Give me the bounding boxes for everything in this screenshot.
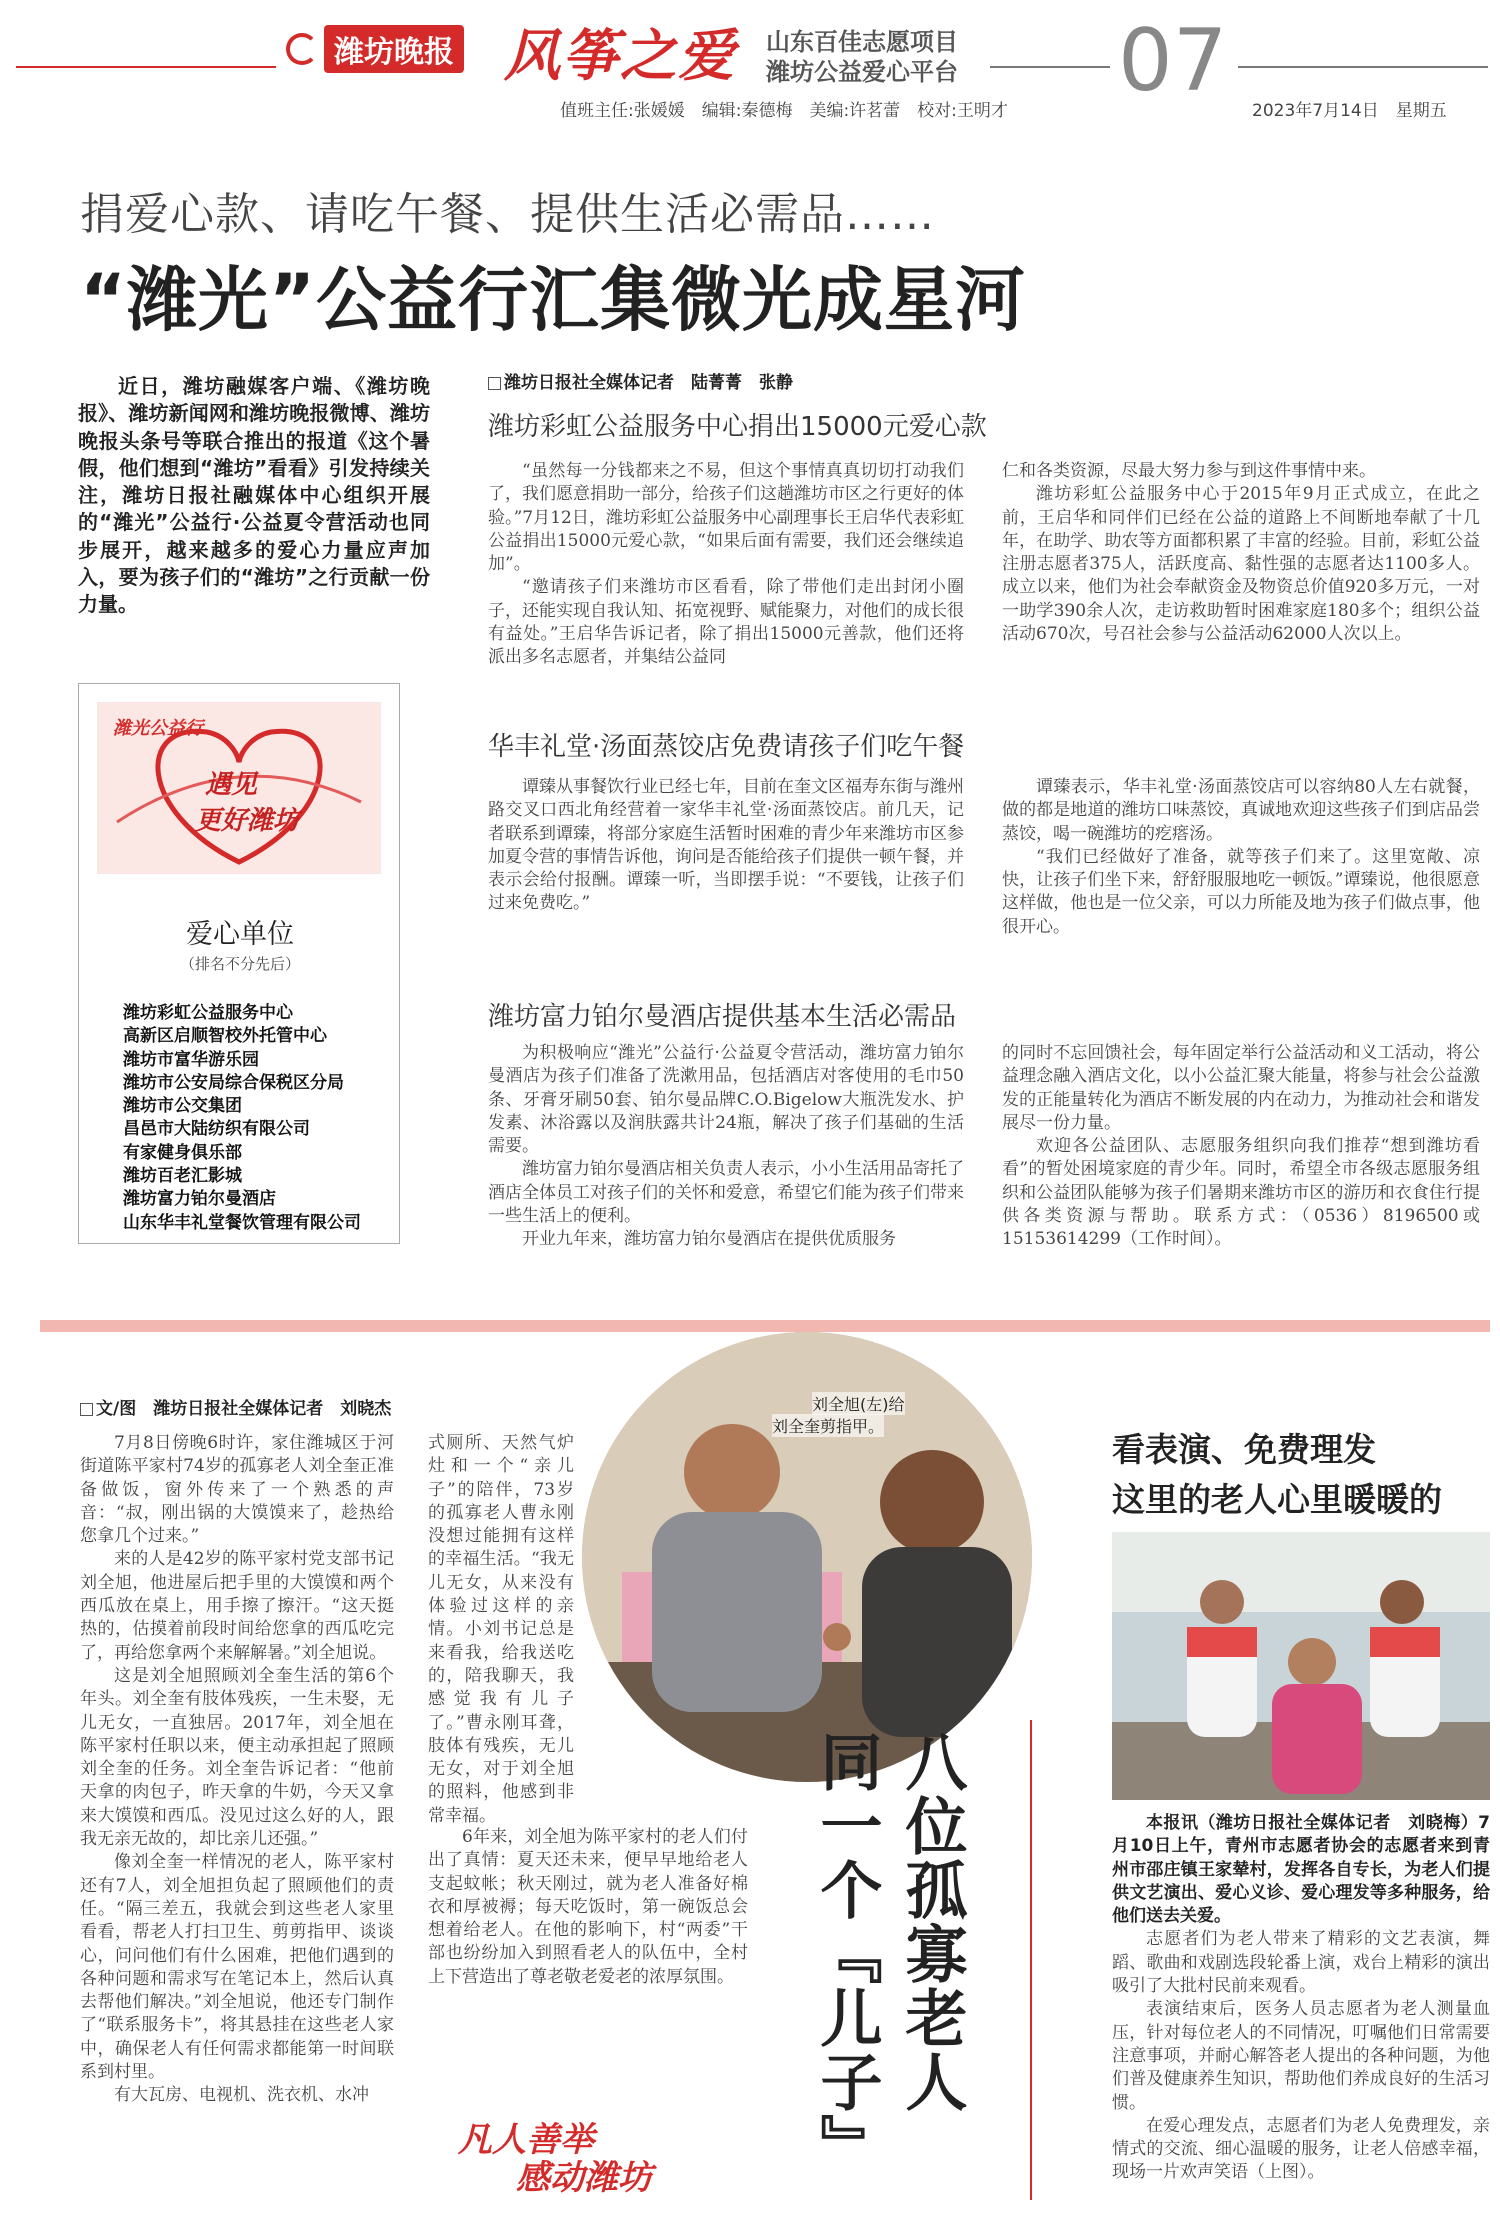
paragraph: 仁和各类资源，尽最大努力参与到这件事情中来。 (1002, 461, 1376, 481)
section1-col1 (488, 460, 964, 670)
section2-subhead: 华丰礼堂·汤面蒸饺店免费请孩子们吃午餐 (488, 732, 965, 762)
paper-logo (286, 26, 496, 72)
story3-headline-1: 看表演、免费理发 (1112, 1430, 1376, 1469)
paragraph: 潍坊富力铂尔曼酒店相关负责人表示，小小生活用品寄托了酒店全体员工对孩子们的关怀和爱意，希望它们能为孩子们带来一些生活上的便利。 (488, 1159, 964, 1227)
paragraph: 欢迎各公益团队、志愿服务组织向我们推荐“想到潍坊看看”的暂处困境家庭的青少年。同时，希望全市各级志愿服务组织和公益团队能够为孩子们暑期来潍坊市区的游历和衣食住行提供各类资源与帮助。联系方式：（0536）8196500或15153614299（工作时间）。 (1002, 1136, 1480, 1250)
kind-deeds-logo (458, 2112, 758, 2198)
story2-col1 (80, 1432, 394, 2108)
paragraph: 为积极响应“潍光”公益行·公益夏令营活动，潍坊富力铂尔曼酒店为孩子们准备了洗漱用品，包括酒店对客使用的毛巾50条、牙膏牙刷50套、铂尔曼品牌C.O.Bigelow大瓶洗发水、护发素、沐浴露以及润肤露共计24瓶，解决了孩子们基础的生活需要。 (488, 1043, 964, 1157)
paragraph: 这是刘全旭照顾刘全奎生活的第6个年头。刘全奎有肢体残疾，一生未娶，无儿无女，一直独居。2017年，刘全旭在陈平家村任职以来，便主动承担起了照顾刘全奎的任务。刘全奎告诉记者：“他前天拿的肉包子，昨天拿的牛奶，今天又拿来大馍馍和西瓜。没见过这么好的人，跟我无亲无故的，却比亲儿还强。” (80, 1665, 394, 1850)
section-divider (40, 1320, 1490, 1332)
unit-item: 潍坊富力铂尔曼酒店 (123, 1189, 276, 1210)
byline-square-icon (488, 377, 501, 390)
banner-line-2: 更好潍坊 (195, 806, 300, 836)
unit-item: 昌邑市大陆纺织有限公司 (123, 1119, 310, 1140)
story3-headline-2: 这里的老人心里暖暖的 (1112, 1480, 1442, 1519)
sidebar-box (78, 683, 400, 1244)
logo-line-2: 感动潍坊 (516, 2158, 652, 2198)
section2-col1 (488, 776, 964, 916)
unit-item: 潍坊彩虹公益服务中心 (123, 1003, 293, 1023)
project-line-2: 潍坊公益爱心平台 (766, 58, 958, 86)
paragraph: 7月8日傍晚6时许，家住潍城区于河街道陈平家村74岁的孤寡老人刘全奎正准备做饭，窗外传来了一个熟悉的声音：“叔，刚出锅的大馍馍来了，趁热给您拿几个过来。” (80, 1433, 394, 1547)
unit-item: 高新区启顺智校外托管中心 (123, 1026, 327, 1047)
column-title: 风筝之爱 (504, 23, 736, 89)
story2-byline-text: 文/图 潍坊日报社全媒体记者 刘晓杰 (96, 1399, 392, 1419)
unit-item: 潍坊市公安局综合保税区分局 (123, 1072, 344, 1093)
sidebar-note: （排名不分先后） (179, 955, 300, 973)
story2-headline-left: 同一个『儿子』 (810, 1730, 883, 2178)
sidebar-title: 爱心单位 (186, 919, 294, 950)
masthead (0, 0, 1500, 125)
paragraph: 潍坊彩虹公益服务中心于2015年9月正式成立，在此之前，王启华和同伴们已经在公益的道路上不间断地奉献了十几年，在助学、助农等方面都积累了丰富的经验。目前，彩虹公益注册志愿者375人，活跃度高、黏性强的志愿者达1100多人。成立以来，他们为社会奉献资金及物资总价值920多万元，一对一助学390余人次，走访救助暂时困难家庭180多个；组织公益活动670次，号召社会参与公益活动62000人次以上。 (1002, 484, 1480, 645)
banner-line-1: 遇见 (205, 770, 258, 800)
paper-logo-icon (286, 33, 318, 65)
section1-subhead: 潍坊彩虹公益服务中心捐出15000元爱心款 (488, 412, 987, 442)
editors-line: 值班主任:张媛媛 编辑:秦德梅 美编:许茗蕾 校对:王明才 (560, 101, 1008, 121)
story3-photo (1112, 1532, 1490, 1800)
paragraph: 6年来，刘全旭为陈平家村的老人们付出了真情：夏天还未来，便早早地给老人支起蚊帐；秋天刚过，就为老人准备好棉衣和厚被褥；每天吃饭时，第一碗饭总会想着给老人。在他的影响下，村“两委”干部也纷纷加入到照看老人的队伍中，全村上下营造出了尊老敬老爱老的浓厚氛围。 (428, 1827, 748, 1987)
story2-col2-top (428, 1432, 574, 1828)
project-line-1: 山东百佳志愿项目 (766, 28, 958, 56)
paragraph: 有大瓦房、电视机、洗衣机、水冲 (114, 2085, 369, 2106)
issue-date: 2023年7月14日 星期五 (1252, 101, 1447, 121)
unit-item: 山东华丰礼堂餐饮管理有限公司 (123, 1212, 361, 1233)
headline: “潍光”公益行汇集微光成星河 (80, 259, 1027, 341)
sidebar-banner (97, 702, 381, 874)
story3-lead-paragraph: 本报讯（潍坊日报社全媒体记者 刘晓梅）7月10日上午，青州市志愿者协会的志愿者来到青州市邵庄镇王家辇村，发挥各自专长，为老人们提供文艺演出、爱心义诊、爱心理发等多种服务，给他们送去关爱。 (1112, 1813, 1490, 1927)
byline-square-icon (80, 1403, 93, 1416)
story2-headline-right: 八位孤寡老人 (895, 1730, 968, 2114)
story3-text (1112, 1812, 1490, 2185)
paragraph: 开业九年来，潍坊富力铂尔曼酒店在提供优质服务 (522, 1229, 896, 1250)
lead-intro: 近日，潍坊融媒客户端、《潍坊晚报》、潍坊新闻网和潍坊晚报微博、潍坊晚报头条号等联合推出的报道《这个暑假，他们想到“潍坊”看看》引发持续关注，潍坊日报社融媒体中心组织开展的“潍光”公益行·公益夏令营活动也同步展开，越来越多的爱心力量应声加入，要为孩子们的“潍坊”之行贡献一份力量。 (78, 374, 430, 617)
paragraph: 志愿者们为老人带来了精彩的文艺表演，舞蹈、歌曲和戏剧选段轮番上演，戏台上精彩的演出吸引了大批村民前来观看。 (1112, 1929, 1490, 1997)
paragraph: 谭臻表示，华丰礼堂·汤面蒸饺店可以容纳80人左右就餐，做的都是地道的潍坊口味蒸饺，真诚地欢迎这些孩子们到店品尝蒸饺，喝一碗潍坊的疙瘩汤。 (1002, 777, 1480, 844)
paragraph: “我们已经做好了准备，就等孩子们来了。这里宽敞、凉快，让孩子们坐下来，舒舒服服地吃一顿饭。”谭臻说，他很愿意这样做，他也是一位父亲，可以力所能及地为孩子们做点事，他很开心。 (1002, 846, 1480, 937)
paragraph: 的同时不忘回馈社会，每年固定举行公益活动和义工活动，将公益理念融入酒店文化，以小公益汇聚大能量，将参与社会公益激发的正能量转化为酒店不断发展的内在动力，为推动社会和谐发展尽一份力量。 (1002, 1043, 1480, 1133)
section2-col2 (1002, 776, 1480, 939)
sidebar-unit-list (123, 1002, 393, 1235)
section3-col2 (1002, 1042, 1480, 1252)
lead-byline-text: 潍坊日报社全媒体记者 陆菁菁 张静 (504, 373, 793, 393)
story2-photo (582, 1332, 1032, 1782)
unit-item: 潍坊市公交集团 (123, 1096, 242, 1117)
photo-caption-line-1: 刘全旭(左)给 (812, 1392, 905, 1415)
paragraph: 像刘全奎一样情况的老人，陈平家村还有7人，刘全旭担负起了照顾他们的责任。“隔三差五，我就会到这些老人家里看看，帮老人打扫卫生、剪剪指甲、谈谈心，问问他们有什么困难，把他们遇到的各种问题和需求写在笔记本上，然后认真去帮他们解决。”刘全旭说，他还专门制作了“联系服务卡”，将其悬挂在这些老人家中，确保老人有任何需求都能第一时间联系到村里。 (80, 1852, 394, 2083)
section1-col2 (1002, 460, 1480, 646)
paragraph: 在爱心理发点，志愿者们为老人免费理发，亲情式的交流、细心温暖的服务，让老人倍感幸福，现场一片欢声笑语（上图）。 (1112, 2115, 1490, 2183)
paragraph: 谭臻从事餐饮行业已经七年，目前在奎文区福寿东街与潍州路交叉口西北角经营着一家华丰礼堂·汤面蒸饺店。前几天，记者联系到谭臻，将部分家庭生活暂时困难的青少年来潍坊市区参加夏令营的事情告诉他，询问是否能给孩子们提供一顿午餐，并表示会给付报酬。谭臻一听，当即摆手说：“不要钱，让孩子们过来免费吃。” (488, 777, 964, 914)
paragraph: “虽然每一分钱都来之不易，但这个事情真真切切打动我们了，我们愿意捐助一部分，给孩子们这趟潍坊市区之行更好的体验。”7月12日，潍坊彩虹公益服务中心副理事长王启华代表彩虹公益捐出15000元爱心款，“如果后面有需要，我们还会继续追加”。 (488, 461, 964, 575)
page-number: 07 (1118, 11, 1228, 111)
paragraph: 表演结束后，医务人员志愿者为老人测量血压，针对每位老人的不同情况，叮嘱他们日常需要注意事项，并耐心解答老人提出的各种问题，为他们普及健康养生知识，帮助他们养成良好的生活习惯。 (1112, 1999, 1490, 2113)
photo-illustration (582, 1332, 1032, 1782)
logo-line-1: 凡人善举 (458, 2120, 594, 2160)
section3-subhead: 潍坊富力铂尔曼酒店提供基本生活必需品 (488, 1002, 957, 1032)
story2-byline (80, 1394, 391, 1419)
haircut-photo-illustration (1112, 1532, 1490, 1800)
paragraph: 式厕所、天然气炉灶和一个“亲儿子”的陪伴，73岁的孤寡老人曹永刚没想过能拥有这样的幸福生活。“我无儿无女，从来没有体验过这样的亲情。小刘书记总是来看我，给我送吃的，陪我聊天，我感觉我有儿子了。”曹永刚耳聋，肢体有残疾，无儿无女，对于刘全旭的照料，他感到非常幸福。 (428, 1433, 574, 1826)
unit-item: 潍坊百老汇影城 (123, 1166, 242, 1187)
story2-col2-bottom (428, 1826, 748, 1989)
paragraph: “邀请孩子们来潍坊市区看看，除了带他们走出封闭小圈子，还能实现自我认知、拓宽视野、赋能聚力，对他们的成长很有益处。”王启华告诉记者，除了捐出15000元善款，他们还将派出多名志愿者，并集结公益同 (488, 577, 964, 668)
unit-item: 潍坊市富华游乐园 (123, 1049, 259, 1070)
paper-name: 潍坊晚报 (324, 25, 464, 73)
headline-connector-line (1030, 1720, 1032, 2200)
kicker: 捐爱心款、请吃午餐、提供生活必需品…… (80, 189, 935, 240)
unit-item: 有家健身俱乐部 (123, 1142, 242, 1163)
photo-caption-line-2: 刘全奎剪指甲。 (772, 1414, 884, 1437)
lead-byline (488, 368, 793, 393)
sidebar-logo-text: 潍光公益行 (113, 718, 203, 739)
section3-col1 (488, 1042, 964, 1252)
paragraph: 来的人是42岁的陈平家村党支部书记刘全旭，他进屋后把手里的大馍馍和两个西瓜放在桌上，用手擦了擦汗。“这天挺热的，估摸着前段时间给您拿的西瓜吃完了，再给您拿两个来解解暑。”刘全旭说。 (80, 1549, 394, 1663)
